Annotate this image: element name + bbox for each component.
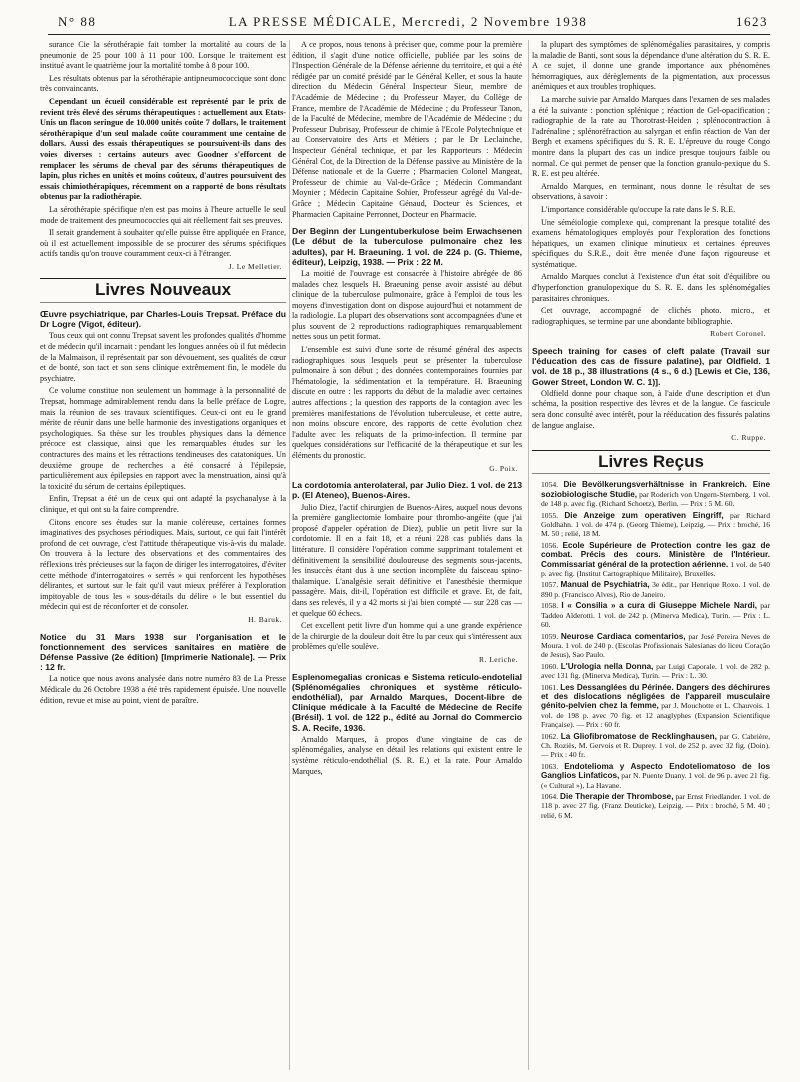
column-divider-2 xyxy=(528,40,529,1070)
item-number: 1063. xyxy=(541,761,565,771)
paragraph: surance Cie la sérothérapie fait tomber la mortalité au cours de la pneumonie de 25 pour 100 à 11 pour 100. Lorsque le traitement est institué avant le quatrième jour la mortalité tombe à 8 pour 100. xyxy=(40,40,286,71)
item-title: Ecole Supérieure de Protection contre les gaz de combat. Précis des cours. Ministère de l'Intérieur. Commissariat général de la protection aérienne. xyxy=(541,540,771,569)
list-item xyxy=(532,683,770,730)
signature: R. Leriche. xyxy=(478,654,518,664)
paragraph: Tous ceux qui ont connu Trepsat savent les profondes qualités d'homme et de médecin qu'il incarnait : pendant les longues années où il fut médecin de la Malmaison, il représentait par son dévouement, ses qualités de cœur et de bonté, son tact et son sens clinique extrêmement fin, le modèle du psychiatre. xyxy=(40,331,286,383)
list-item xyxy=(532,601,770,629)
item-number: 1062. xyxy=(541,731,561,741)
signature: G. Poix. xyxy=(489,463,518,473)
paragraph: Ce volume constitue non seulement un hommage à la personnalité de Trepsat, hommage admirablement rendu dans la belle préface de Logre, mais la réunion de ses travaux scientifiques. Ceux-ci ont eu le grand mérite de réunir dans une belle harmonie des investigations organiques et psychologiques. Sa thèse sur les troubles physiques dans la démence précoce est classique, ainsi que les remarquables études sur les contractures des mains et les rétractions tendineuses des catatoniques. Un deuxième groupe de recherches a été consacré à l'épilepsie, particulièrement aux épilepsies en rapport avec la menstruation, ainsi qu'à la toxicité du sérum de certains épileptiques. xyxy=(40,386,286,491)
item-details: par J. Mouchotte et L. Chauvois. 1 vol. de 198 p. avec 70 fig. et 12 anaglyphes (Expansion Scientifique Française). — Prix : 60 fr. xyxy=(541,701,771,730)
item-number: 1054. xyxy=(541,480,564,490)
paragraph: L'ensemble est suivi d'une sorte de résumé général des aspects radiographiques sous lesquels peut se présenter la tuberculose pulmonaire à son début ; des données contemporaines fournies par l'hématologie, la sédimentation et la température. H. Braeuning discute en outre : les rapports du début de la maladie avec certaines autres affections ; la question des rapports de la contagion avec les premières manifestations de l'évolution tuberculeuse, et cette autre, non moins obscure encore, des rapports de cette évolution chez l'adulte avec les reliquats de la primo-infection. Il termine par quelques considérations sur l'efficacité de la thérapeutique et sur les éléments du pronostic. xyxy=(292,345,522,460)
section-title-livres-recus: Livres Reçus xyxy=(532,450,770,475)
item-number: 1056. xyxy=(541,540,563,550)
list-item xyxy=(532,662,770,681)
paragraph: La marche suivie par Arnaldo Marques dans l'examen de ses malades a été la suivante : ponction splénique ; réaction de Gel-opacification ; radiographie de la rate au Thorotrast-Heiden ; splénocontraction à l'adrénaline ; splénoréfraction au salyrgan et enfin réaction de Van der Bergh et examens spécifiques du S. R. E. L'épreuve du rouge Congo montre dans la plupart des cas un indice presque toujours faible ou normal. Ce qui permet de penser que la fonction granulo-pexique du S. R. E. est peu altérée. xyxy=(532,94,770,179)
column-divider-1 xyxy=(289,40,290,1070)
paragraph: L'importance considérable qu'occupe la rate dans le S. R.E. xyxy=(541,204,736,214)
paragraph: Il serait grandement à souhaiter qu'elle puisse être appliquée en France, où il est actuellement impossible de se procurer des sérums spécifiques actifs tandis qu'on trouve couramment ceux-ci à l'étranger. xyxy=(40,228,286,259)
paragraph: Oldfield donne pour chaque son, à l'aide d'une description et d'un schéma, la position respective des lèvres et de la langue. Ce fascicule sera donc consulté avec intérêt, pour la rééducation des fissurés palatins de langue anglaise. xyxy=(532,388,770,430)
item-details: par Taddeo Alderotti. 1 vol. de 242 p. (Minerva Medica), Turin. — Prix : L. 60. xyxy=(541,601,770,630)
paragraph: La sérothérapie spécifique n'en est pas moins à l'heure actuelle le seul mode de traitement des pneumococcies qui ait réellement fait ses preuves. xyxy=(40,204,286,225)
book-title: Der Beginn der Lungentuberkulose beim Erwachsenen (Le début de la tuberculose pulmonaire chez les adultes), par H. Braeuning. 1 vol. de 224 p. (G. Thieme, éditeur), Leipzig, 1938. — Prix : 22 M. xyxy=(292,226,522,267)
paragraph: Une séméiologie complexe qui, comprenant la presque totalité des examens hématologiques employés pour l'exploration des fonctions hépatiques, un examen clinique minutieux et certaines épreuves spécifiques du S.R.E., doit être menée d'une façon rigoureuse et systématique. xyxy=(532,217,770,269)
paragraph: Arnaldo Marques, à propos d'une vingtaine de cas de splénomégalies, analyse en détail les relations qui existent entre le système réticulo-endothélial (S. R. E.) et la rate. Pour Arnaldo Marques, xyxy=(292,734,522,776)
list-item xyxy=(532,762,770,790)
paragraph: La moitié de l'ouvrage est consacrée à l'histoire abrégée de 86 malades chez lesquels H. Braeuning pense avoir assisté au début clinique de la tuberculose pulmonaire, grâce à l'emploi de tous les moyens d'investigation dont on dispose aujourd'hui et notamment de la radiologie. La plupart des observations sont accompagnées d'une et plus souvent de 2 reproductions radiographiques remarquablement nettes sous un petit format. xyxy=(292,268,522,342)
item-details: par Roderich von Ungern-Sternberg. 1 vol. de 148 p. avec fig. (Richard Schoetz), Berlin. — Prix : 5 M. 60. xyxy=(541,489,770,509)
item-details: par N. Puente Duany. 1 vol. de 96 p. avec 21 fig. (« Cultural »), La Havane. xyxy=(541,771,770,790)
column-1 xyxy=(40,40,286,708)
book-title: Esplenomegalias cronicas e Sistema reticulo-endotelial (Splénomégalies chroniques et système réticulo-endothélial), par Arnaldo Marques, Docent-libre de Clinique médicale à la Faculté de Médecine de Recife (Brésil). 1 vol. de 122 p., édité au Jornal do Commercio S. A. Recife, 1936. xyxy=(292,671,522,733)
column-3 xyxy=(532,40,770,822)
list-item xyxy=(532,580,770,599)
item-title: Die Therapie der Thrombose, xyxy=(560,792,674,801)
item-title: Die Anzeige zum operativen Eingriff, xyxy=(564,510,724,520)
paragraph: Cet ouvrage, accompagné de clichés photo. micro., et radiographiques, se termine par une abondante bibliographie. xyxy=(532,306,770,326)
item-number: 1055. xyxy=(541,510,565,520)
item-title: Les Dessanglées du Périnée. Dangers des déchirures et des dislocations négligées de l'appareil musculaire génito-pelvien chez la femme, xyxy=(541,682,771,711)
page-number-right: 1623 xyxy=(736,14,768,29)
item-title: Neurose Cardiaca comentarios, xyxy=(560,631,686,641)
paragraph: Citons encore ses études sur la manie coléreuse, certaines formes imaginatives des psychoses périodiques. Mais, surtout, ce qui fait l'intérêt profond de cet ouvrage, c'est l'attitude thérapeutique vis-à-vis du malade. On trouvera à la lecture des observations et des commentaires des réflexions très précieuses sur la façon de diriger les interrogatoires, d'éviter cette méthode d'interrogatoires « serrés » qui renforcent les hypothèses délirantes, et surtout sur le fait qu'il vaut mieux préférer à l'exploration impitoyable de tous les « sous-détails du délire » le but essentiel du médecin qui est de réconforter et de consoler. xyxy=(40,517,286,612)
book-title: Speech training for cases of cleft palate (Travail sur l'éducation des cas de fissure palatine), par Oldfield. 1 vol. de 18 p., 38 illustrations (4 s., 6 d.) [Lewis et Cie, 136, Gower Street, London W. C. 1)]. xyxy=(532,346,770,387)
journal-title: LA PRESSE MÉDICALE, Mercredi, 2 Novembre 1938 xyxy=(228,14,588,29)
book-title: Œuvre psychiatrique, par Charles-Louis Trepsat. Préface du Dr Logre (Vigot, éditeur). xyxy=(40,309,286,330)
item-title: La Gliofibromatose de Recklinghausen, xyxy=(560,731,717,741)
item-number: 1059. xyxy=(541,631,561,641)
livres-recus-list xyxy=(532,480,770,820)
item-title: Endotelioma y Aspecto Endoteliomatoso de los Ganglios Linfaticos, xyxy=(541,761,771,781)
item-number: 1057. xyxy=(541,580,561,590)
item-number: 1060. xyxy=(541,661,561,671)
paragraph: A ce propos, nous tenons à préciser que, comme pour la première édition, il s'agit d'une notice officielle, publiée par les soins de l'Inspection Générale de la Défense aérienne du territoire, et qui a été rédigée par un comité présidé par le Général Keller, et sous la haute direction du Médecin Général Inspecteur Sieur, membre de l'Académie de Médecine ; du Professeur Mayer, du Collège de France, membre de l'Académie de Médecine ; du Professeur Tanon, de la Faculté de Médecine, membre de l'Académie de Médecine ; du Professeur Dubrisay, Professeur de chimie à l'Ecole Polytechnique et au Conservatoire des Arts et Métiers ; par le Dr Leclainche, Inspecteur Général technique, et par les Rapporteurs : Médecin Général Cot, de la Direction de la Défense passive au Ministère de la Défense nationale et de la Guerre ; Pharmacien Colonel Mangeat, Professeur de chimie au Val-de-Grâce ; Médecin Commandant Moynier ; Médecin Capitaine Sohier, Professeur agrégé du Val-de-Grâce ; Médecin Capitaine Génaud, Docteur ès Sciences, et Pharmacien Capitaine Perronnet, Docteur en Pharmacie. xyxy=(292,40,522,219)
signature: H. Baruk. xyxy=(248,614,282,624)
item-title: Manual de Psychiatria, xyxy=(560,580,650,590)
item-title: Die Bevölkerungsverhältnisse in Frankreich. Eine soziobiologische Studie, xyxy=(541,480,771,499)
item-title: L'Urologia nella Donna, xyxy=(560,661,654,671)
signature: Robert Coronel. xyxy=(710,329,766,339)
item-details: par Luigi Caporale. 1 vol. de 282 p. avec 131 fig. (Minerva Medica), Turin. — Prix : L. 30. xyxy=(541,661,771,681)
paragraph: Enfin, Trepsat a été un de ceux qui ont adapté la psychanalyse à la clinique, et qui ont su la faire comprendre. xyxy=(40,494,286,514)
list-item xyxy=(532,792,770,820)
page-number-left: N° 88 xyxy=(58,14,97,29)
signature: J. Le Melletier. xyxy=(228,261,282,271)
item-details: par Ernst Friedlander. 1 vol. de 118 p. avec 27 fig. (Franz Deuticke), Leipzig. — Prix : broché, 5 M. 40 ; relié, 6 M. xyxy=(541,792,770,820)
section-title-livres-nouveaux: Livres Nouveaux xyxy=(40,278,286,303)
list-item xyxy=(532,732,770,760)
paragraph-emphasis: Cependant un écueil considérable est représenté par le prix de revient très élevé des sérums thérapeutiques : actuellement aux Etats-Unis un flacon seringue de 10.000 unités coûte 7 dollars, le traitement sérothérapique d'un seul malade coûte couramment une centaine de dollars. Aussi des essais thérapeutiques se poursuivent-ils dans des voies diverses : certains auteurs avec Goodner s'efforcent de remplacer les sérums de cheval par des sérums thérapeutiques de lapin, plus riches en unités et moins coûteux, d'autres poursuivent des essais chimiothérapiques, récemment on a rapporté de bons résultats obtenus par la radiothérapie. xyxy=(40,96,286,202)
list-item xyxy=(532,632,770,660)
header-rule xyxy=(48,34,770,35)
paragraph: Arnaldo Marques conclut à l'existence d'un état soit d'équilibre ou d'hyperfonction granulopexique du S. R. E. dans les splénomégalies parasitaires chroniques. xyxy=(532,272,770,303)
item-details: 1 vol. de 540 p. avec fig. (Institut Cartographique Militaire), Bruxelles. xyxy=(541,559,770,579)
column-2 xyxy=(292,40,522,779)
list-item xyxy=(532,541,770,579)
item-title: I « Consilia » a cura di Giuseppe Michele Nardi, xyxy=(561,601,758,611)
signature: C. Ruppe. xyxy=(731,433,766,443)
list-item xyxy=(532,480,770,508)
item-number: 1058. xyxy=(541,601,562,611)
item-number: 1064. xyxy=(541,792,561,801)
item-details: 3e édit., par Henrique Roxo. 1 vol. de 890 p. (Francisco Alves), Rio de Janeiro. xyxy=(541,580,770,599)
item-number: 1061. xyxy=(541,682,561,692)
item-details: par Richard Goldhahn. 1 vol. de 474 p. (Georg Thieme), Leipzig. — Prix : broché, 16 M. 50 ; relié, 18 M. xyxy=(541,510,770,539)
item-details: par G. Cabrière, Ch. Roziès, M. Gervois et R. Duprey. 1 vol. de 252 p. avec 32 fig. (Doin). — Prix : 40 fr. xyxy=(541,731,770,760)
page-header xyxy=(48,14,768,36)
book-title: Notice du 31 Mars 1938 sur l'organisation et le fonctionnement des services sanitaires en matière de Défense Passive (2e édition) [Imprimerie Nationale]. — Prix : 12 fr. xyxy=(40,631,286,673)
list-item xyxy=(532,511,770,539)
paragraph: La notice que nous avons analysée dans notre numéro 83 de La Presse Médicale du 26 Octobre 1938 a été très rapidement épuisée. Une nouvelle édition, revue et mise au point, vient de paraître. xyxy=(40,674,286,705)
paragraph: Arnaldo Marques, en terminant, nous donne le résultat de ses observations, à savoir : xyxy=(532,181,770,202)
book-title: La cordotomia anterolateral, par Julio Diez. 1 vol. de 213 p. (El Ateneo), Buenos-Aires. xyxy=(292,480,522,501)
paragraph: Cet excellent petit livre d'un homme qui a une grande expérience de la chirurgie de la douleur doit être lu par ceux qui s'intéressent aux problèmes qu'elle soulève. xyxy=(292,621,522,652)
item-details: par José Pereira Neves de Moura. 1 vol. de 240 p. (Escolas Profissionais Salesianas do liceu Coração de Jesus), Sao Paulo. xyxy=(541,631,770,660)
paragraph: Julio Diez, l'actif chirurgien de Buenos-Aires, auquel nous devons la première gangliectomie lombaire pour thrombo-angéite (que j'ai proposé d'appeler opération de Diez), publie un petit livre sur la cordotomie. Il en a fait 18, et a réuni 228 cas publiés dans la littérature. Il considère l'opération comme supprimant totalement et définitivement la sensibilité douloureuse des segments sous-jacents, les insuccès étant dus à une section incomplète du faisceau spino-thalamique. L'analgésie serait définitive et l'anesthésie thermique passagère. Mais, dit-il, l'opération est difficile et grave. Et, de fait, dans ses relevés, il y a 42 morts si j'ai bien compté — sur 228 cas — et quelque 60 échecs. xyxy=(292,502,522,618)
paragraph: Les résultats obtenus par la sérothérapie antipneumococcique sont donc très convaincants. xyxy=(40,73,286,94)
paragraph: la plupart des symptômes de splénomégalies parasitaires, y compris la maladie de Banti, sont sous la dépendance d'une altération du S. R. E. A ce sujet, il donne une grande importance aux phénomènes hémorragiques, aux dérèglements de la pigmentation, aux processus anémiques et aux troubles trophiques. xyxy=(532,40,770,92)
